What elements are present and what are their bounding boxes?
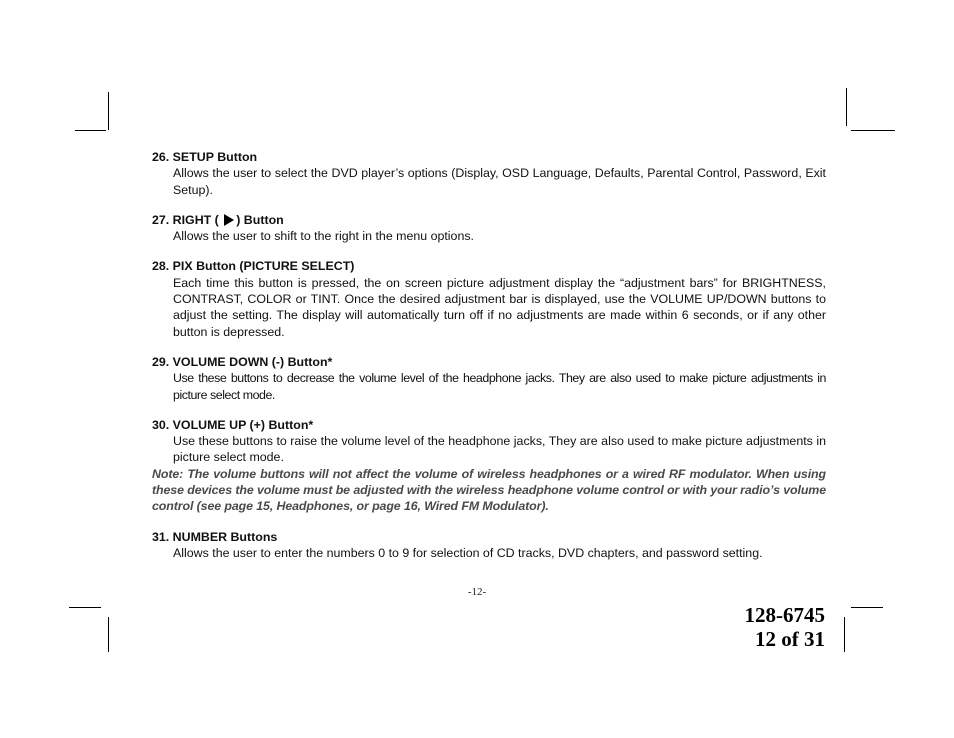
- crop-mark-bottom-right-vertical: [844, 617, 845, 652]
- section-title: 30. VOLUME UP (+) Button*: [152, 417, 314, 432]
- section-setup-button: [152, 149, 826, 198]
- doc-number: 128-6745: [744, 603, 825, 627]
- section-volume-down-button: [152, 354, 826, 403]
- section-title-post: ) Button: [236, 212, 284, 227]
- section-pix-button: [152, 258, 826, 339]
- crop-mark-top-right-horizontal: [851, 130, 895, 131]
- volume-note: Note: The volume buttons will not affect the volume of wireless headphones or a wired RF modulator. When using these devices the volume must be adjusted with the wireless headphone volume control or with your radio’s volume control (see page 15, Headphones, or page 16, Wired FM Modulator).: [152, 466, 826, 514]
- crop-mark-top-right-vertical: [846, 88, 847, 126]
- crop-mark-bottom-left-horizontal: [69, 607, 101, 608]
- crop-mark-bottom-left-vertical: [108, 617, 109, 652]
- crop-mark-top-left-horizontal: [75, 130, 106, 131]
- section-title: 26. SETUP Button: [152, 150, 258, 164]
- section-title: [152, 212, 826, 228]
- crop-mark-top-left-vertical: [108, 92, 109, 130]
- section-title: 29. VOLUME DOWN (-) Button*: [152, 354, 333, 369]
- section-body: Allows the user to shift to the right in the menu options.: [173, 229, 474, 244]
- section-right-button: [152, 212, 826, 245]
- page-number: -12-: [467, 586, 487, 598]
- section-title-pre: 27. RIGHT (: [152, 212, 219, 227]
- manual-content: [152, 149, 826, 561]
- page-of: 12 of 31: [755, 627, 825, 651]
- section-volume-up-button: [152, 417, 826, 515]
- section-title: 28. PIX Button (PICTURE SELECT): [152, 259, 355, 274]
- section-body: Allows the user to select the DVD player’s options (Display, OSD Language, Defaults, Parental Control, Password, Exit Setup).: [173, 166, 826, 197]
- section-body: Use these buttons to decrease the volume level of the headphone jacks. They are also used to make picture adjustments in picture select mode.: [173, 371, 826, 402]
- section-number-buttons: [152, 529, 826, 562]
- section-body: Allows the user to enter the numbers 0 to 9 for selection of CD tracks, DVD chapters, and password setting.: [173, 545, 763, 560]
- section-body: Each time this button is pressed, the on screen picture adjustment display the “adjustment bars” for BRIGHTNESS, CONTRAST, COLOR or TINT. Once the desired adjustment bar is displayed, use the VOLUME UP/DOWN buttons to adjust the setting. The display will automatically turn off if no adjustments are made within 6 seconds, or if any other button is depressed.: [173, 275, 826, 339]
- right-arrow-icon: [223, 213, 235, 227]
- section-body: Use these buttons to raise the volume level of the headphone jacks, They are also used to make picture adjustments in picture select mode.: [173, 434, 826, 465]
- section-title: 31. NUMBER Buttons: [152, 529, 278, 544]
- crop-mark-bottom-right-horizontal: [851, 607, 883, 608]
- document-id: [745, 603, 826, 651]
